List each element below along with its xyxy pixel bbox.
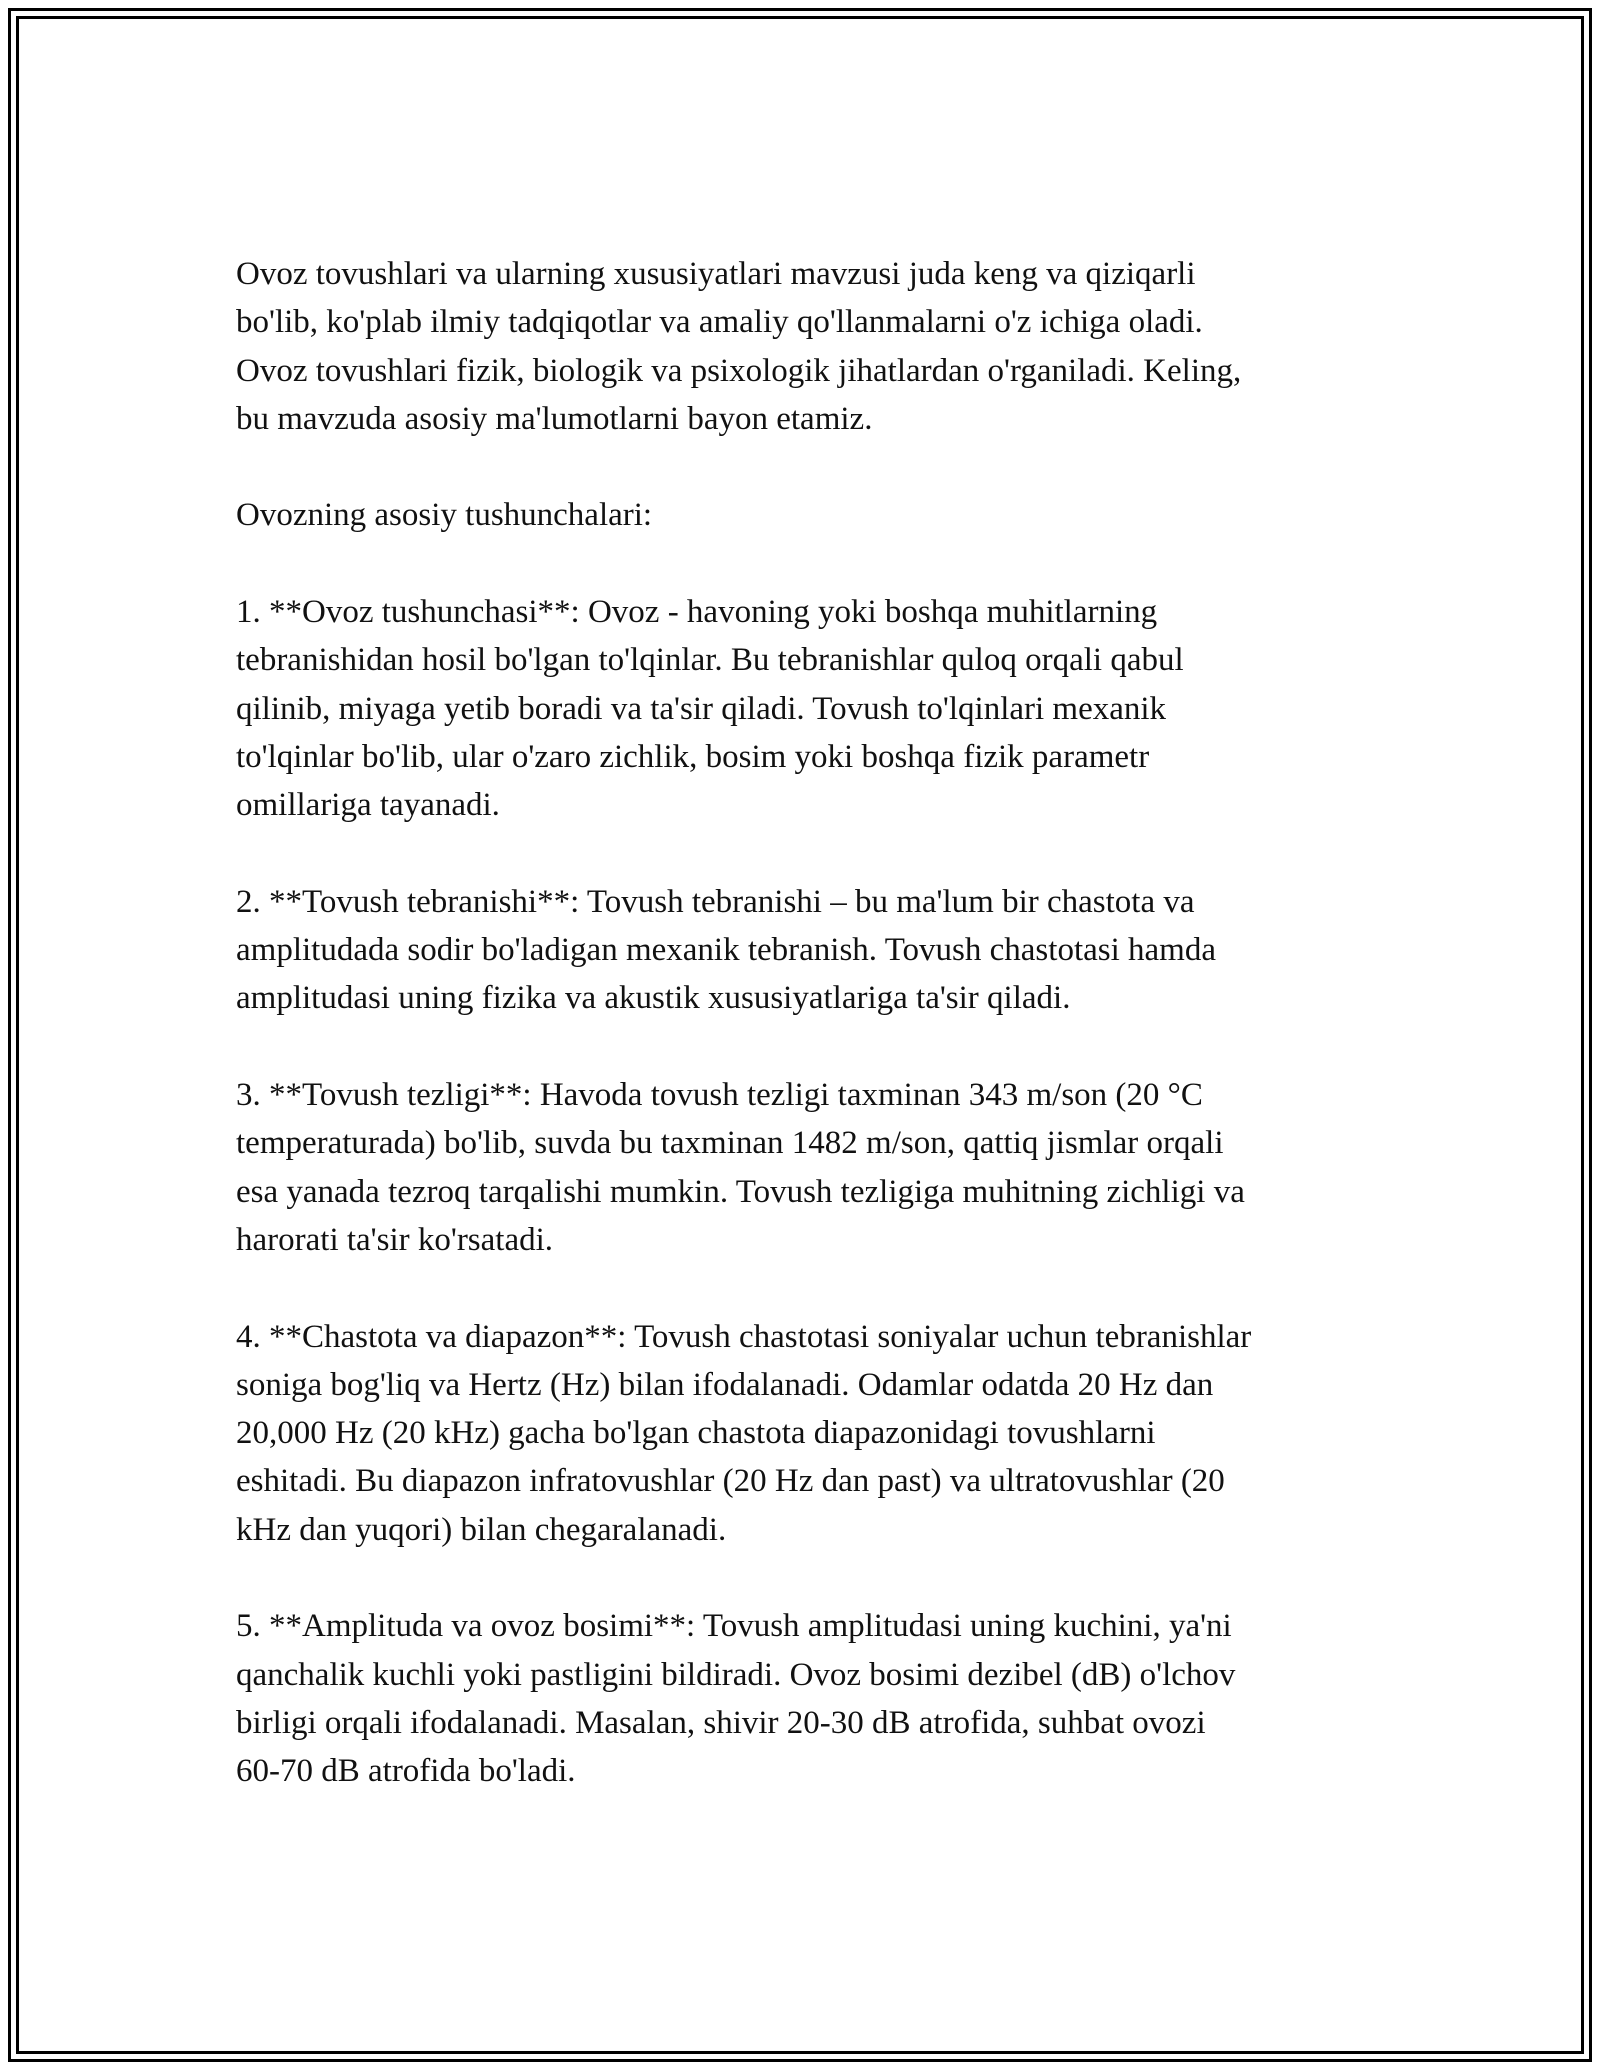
list-item-amplituda-va-ovoz-bosimi: 5. **Amplituda va ovoz bosimi**: Tovush amplitudasi uning kuchini, ya'ni qanchalik kuchli yoki pastligini bildiradi. Ovoz bosimi dezibel (dB) o'lchov birligi orqali ifodalanadi. Masalan, shivir 20-30 dB atrofida, suhbat ovozi 60-70 dB atrofida bo'ladi. <box>236 1608 1236 1790</box>
list-item-chastota-va-diapazon: 4. **Chastota va diapazon**: Tovush chastotasi soniyalar uchun tebranishlar soniga bog'liq va Hertz (Hz) bilan ifodalanadi. Odamlar odatda 20 Hz dan 20,000 Hz (20 kHz) gacha bo'lgan chastota diapazonidagi tovushlarni eshitadi. Bu diapazon infratovushlar (20 Hz dan past) va ultratovushlar (20 kHz dan yuqori) bilan chegaralanadi. <box>236 1318 1252 1548</box>
document-body <box>236 250 1396 1844</box>
list-item-tovush-tezligi: 3. **Tovush tezligi**: Havoda tovush tezligi taxminan 343 m/son (20 °C temperaturada) bo'lib, suvda bu taxminan 1482 m/son, qattiq jismlar orqali esa yanada tezroq tarqalishi mumkin. Tovush tezligiga muhitning zichligi va harorati ta'sir ko'rsatadi. <box>236 1077 1245 1258</box>
list-item-ovoz-tushunchasi: 1. **Ovoz tushunchasi**: Ovoz - havoning yoki boshqa muhitlarning tebranishidan hosil bo'lgan to'lqinlar. Bu tebranishlar quloq orqali qabul qilinib, miyaga yetib boradi va ta'sir qiladi. Tovush to'lqinlari mexanik to'lqinlar bo'lib, ular o'zaro zichlik, bosim yoki boshqa fizik parametr omillariga tayanadi. <box>236 594 1184 824</box>
list-item-tovush-tebranishi: 2. **Tovush tebranishi**: Tovush tebranishi – bu ma'lum bir chastota va amplitudada sodir bo'ladigan mexanik tebranish. Tovush chastotasi hamda amplitudasi uning fizika va akustik xususiyatlariga ta'sir qiladi. <box>236 883 1216 1017</box>
section-heading: Ovozning asosiy tushunchalari: <box>236 497 653 534</box>
intro-paragraph: Ovoz tovushlari va ularning xususiyatlari mavzusi juda keng va qiziqarli bo'lib, ko'plab ilmiy tadqiqotlar va amaliy qo'llanmalarni o'z ichiga oladi. Ovoz tovushlari fizik, biologik va psixologik jihatlardan o'rganiladi. Keling, bu mavzuda asosiy ma'lumotlarni bayon etamiz. <box>236 256 1242 437</box>
